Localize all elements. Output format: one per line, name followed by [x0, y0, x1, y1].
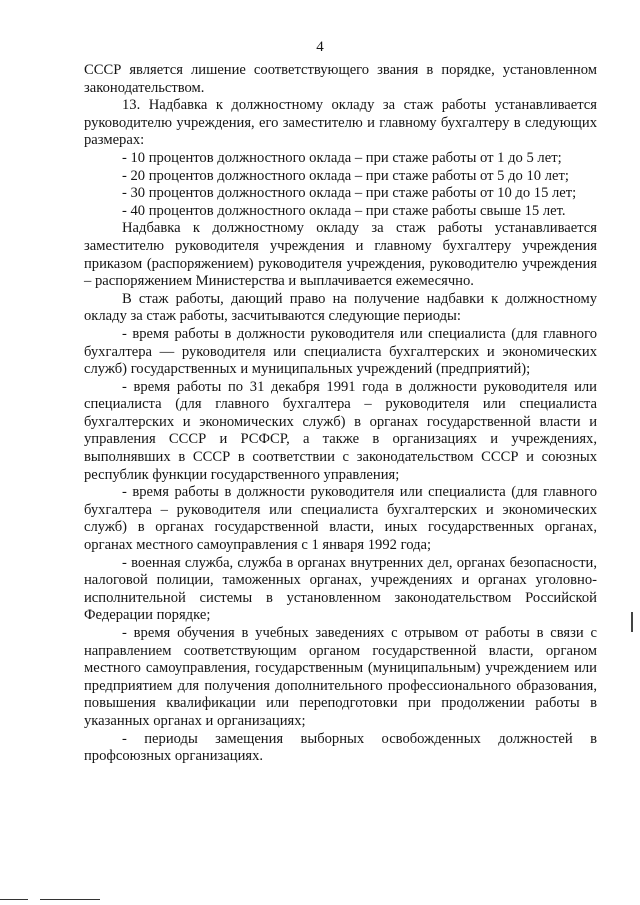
- list-item-period-state-bodies: - время работы в должности руководителя или специалиста (для главного бухгалтера – руководителя или специалиста бухгалтерских и экономических служб) в органах государственной власти, иных государственных органах, органах местного самоуправления с 1 января 1992 года;: [84, 484, 597, 554]
- paragraph-service-periods: В стаж работы, дающий право на получение надбавки к должностному окладу за стаж работы, засчитываются следующие периоды:: [84, 290, 597, 325]
- list-item-30-percent: - 30 процентов должностного оклада – при стаже работы от 10 до 15 лет;: [122, 185, 577, 202]
- paragraph-order-of-payment: Надбавка к должностному окладу за стаж работы устанавливается заместителю руководителя учреждения и главному бухгалтеру учреждения приказом (распоряжением) руководителя учреждения, руководителю учреждения – распоряжением Министерства и выплачивается ежемесячно.: [84, 220, 597, 290]
- list-item-period-institutions: - время работы в должности руководителя или специалиста (для главного бухгалтера — руководителя или специалиста бухгалтерских и экономических служб) государственных и муниципальных учреждений (предприятий);: [84, 325, 597, 378]
- list-item-20-percent: - 20 процентов должностного оклада – при стаже работы от 5 до 10 лет;: [122, 167, 569, 184]
- footer-rule: [0, 899, 28, 900]
- page-number: 4: [316, 39, 324, 55]
- list-item-40-percent: - 40 процентов должностного оклада – при стаже работы свыше 15 лет.: [122, 202, 566, 219]
- paragraph-clause-13: 13. Надбавка к должностному окладу за стаж работы устанавливается руководителю учреждения, его заместителю и главному бухгалтеру в следующих размерах:: [84, 97, 597, 149]
- footer-rule: [40, 899, 100, 900]
- scan-edge-mark: [631, 612, 633, 632]
- list-item-period-military: - военная служба, служба в органах внутренних дел, органах безопасности, налоговой полиции, таможенных органах, учреждениях и органах уголовно-исполнительной системы в установленном законодательством Российской Федерации порядке;: [84, 554, 597, 624]
- list-item-10-percent: - 10 процентов должностного оклада – при стаже работы от 1 до 5 лет;: [122, 149, 562, 166]
- paragraph-continuation: СССР является лишение соответствующего звания в порядке, установленном законодательством.: [84, 62, 597, 96]
- list-item-period-ussr: - время работы по 31 декабря 1991 года в должности руководителя или специалиста (для главного бухгалтера – руководителя или специалиста бухгалтерских и экономических служб) в органах государственной власти и управления СССР и РСФСР, а также в организациях и учреждениях, выполнявших в СССР в соответствии с законодательством СССР и союзных республик функции государственного управления;: [84, 378, 597, 483]
- document-body: [84, 62, 597, 766]
- list-item-period-trade-union: - периоды замещения выборных освобожденных должностей в профсоюзных организациях.: [84, 730, 597, 765]
- list-item-period-education: - время обучения в учебных заведениях с отрывом от работы в связи с направлением соответствующим органом государственной власти, органом местного самоуправления, государственным (муниципальным) учреждением или предприятием для получения дополнительного профессионального образования, повышения квалификации или переподготовки при продолжении работы в указанных органах и организациях;: [84, 625, 597, 729]
